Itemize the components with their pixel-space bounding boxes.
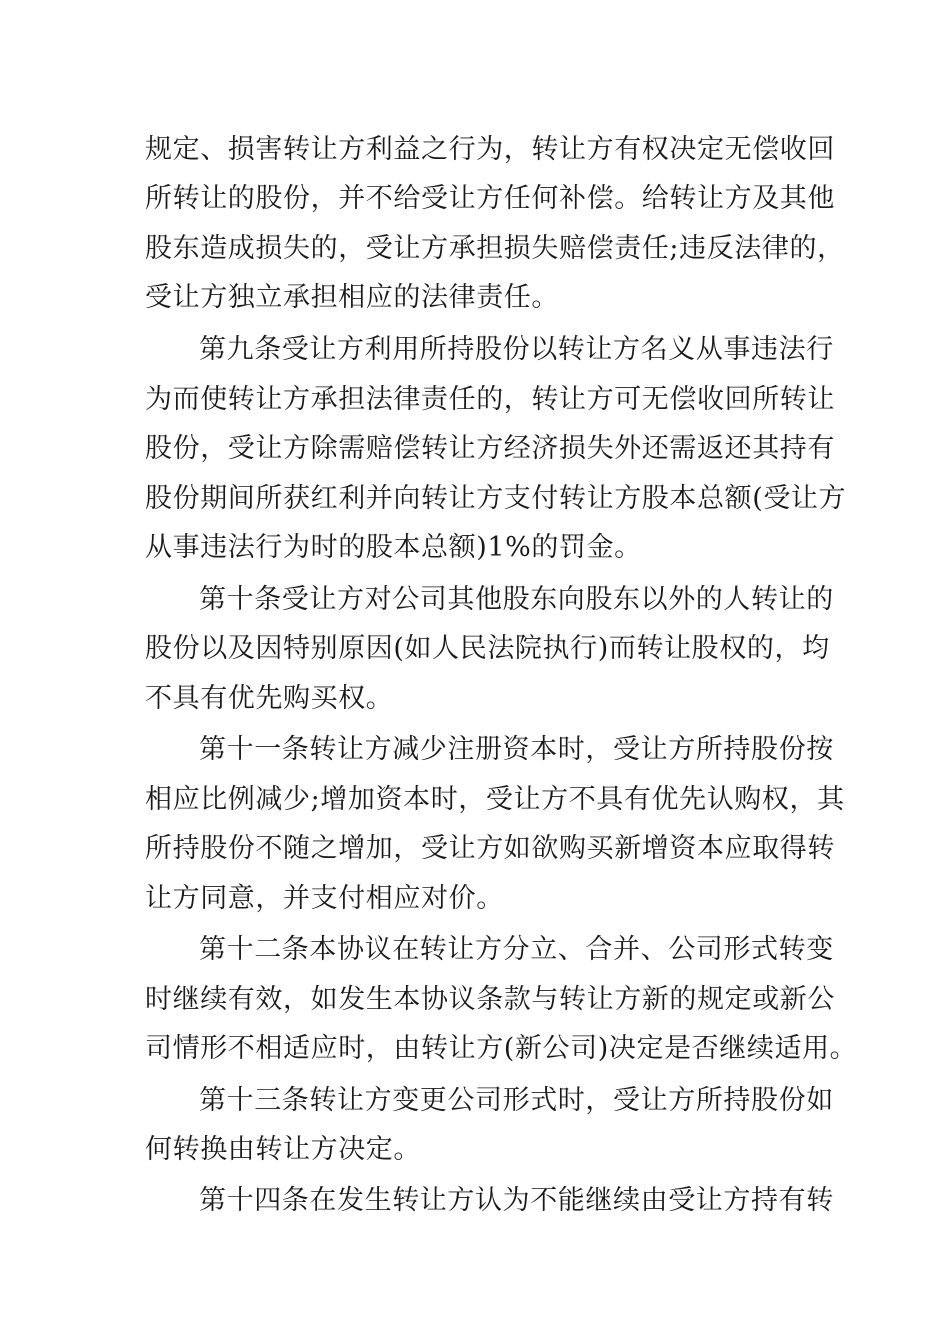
text-line: 相应比例减少;增加资本时，受让方不具有优先认购权，其	[145, 784, 845, 815]
text-line: 受让方独立承担相应的法律责任。	[145, 282, 559, 313]
text-line: 时继续有效，如发生本协议条款与转让方新的规定或新公	[145, 984, 835, 1015]
text-line: 不具有优先购买权。	[145, 683, 394, 714]
text-line: 股东造成损失的，受让方承担损失赔偿责任;违反法律的，	[145, 233, 845, 264]
text-line: 规定、损害转让方利益之行为，转让方有权决定无偿收回	[145, 134, 835, 165]
text-line: 何转换由转让方决定。	[145, 1134, 421, 1165]
text-line: 股份期间所获红利并向转让方支付转让方股本总额(受让方	[145, 483, 847, 514]
text-line: 股份，受让方除需赔偿转让方经济损失外还需返还其持有	[145, 433, 835, 464]
paragraph-start-article-14: 第十四条在发生转让方认为不能继续由受让方持有转	[199, 1185, 834, 1216]
paragraph-start-article-10: 第十条受让方对公司其他股东向股东以外的人转让的	[199, 584, 834, 615]
text-line: 股份以及因特别原因(如人民法院执行)而转让股权的，均	[145, 633, 830, 664]
paragraph-start-article-9: 第九条受让方利用所持股份以转让方名义从事违法行	[199, 334, 834, 365]
paragraph-start-article-12: 第十二条本协议在转让方分立、合并、公司形式转变	[199, 934, 834, 965]
text-line: 为而使转让方承担法律责任的，转让方可无偿收回所转让	[145, 384, 835, 415]
paragraph-start-article-13: 第十三条转让方变更公司形式时，受让方所持股份如	[199, 1085, 834, 1116]
text-line: 从事违法行为时的股本总额)1%的罚金。	[145, 532, 642, 563]
text-line: 所持股份不随之增加，受让方如欲购买新增资本应取得转	[145, 833, 835, 864]
text-line: 让方同意，并支付相应对价。	[145, 883, 504, 914]
text-line: 司情形不相适应时，由转让方(新公司)决定是否继续适用。	[145, 1033, 858, 1064]
text-line: 所转让的股份，并不给受让方任何补偿。给转让方及其他	[145, 183, 835, 214]
paragraph-start-article-11: 第十一条转让方减少注册资本时，受让方所持股份按	[199, 734, 834, 765]
